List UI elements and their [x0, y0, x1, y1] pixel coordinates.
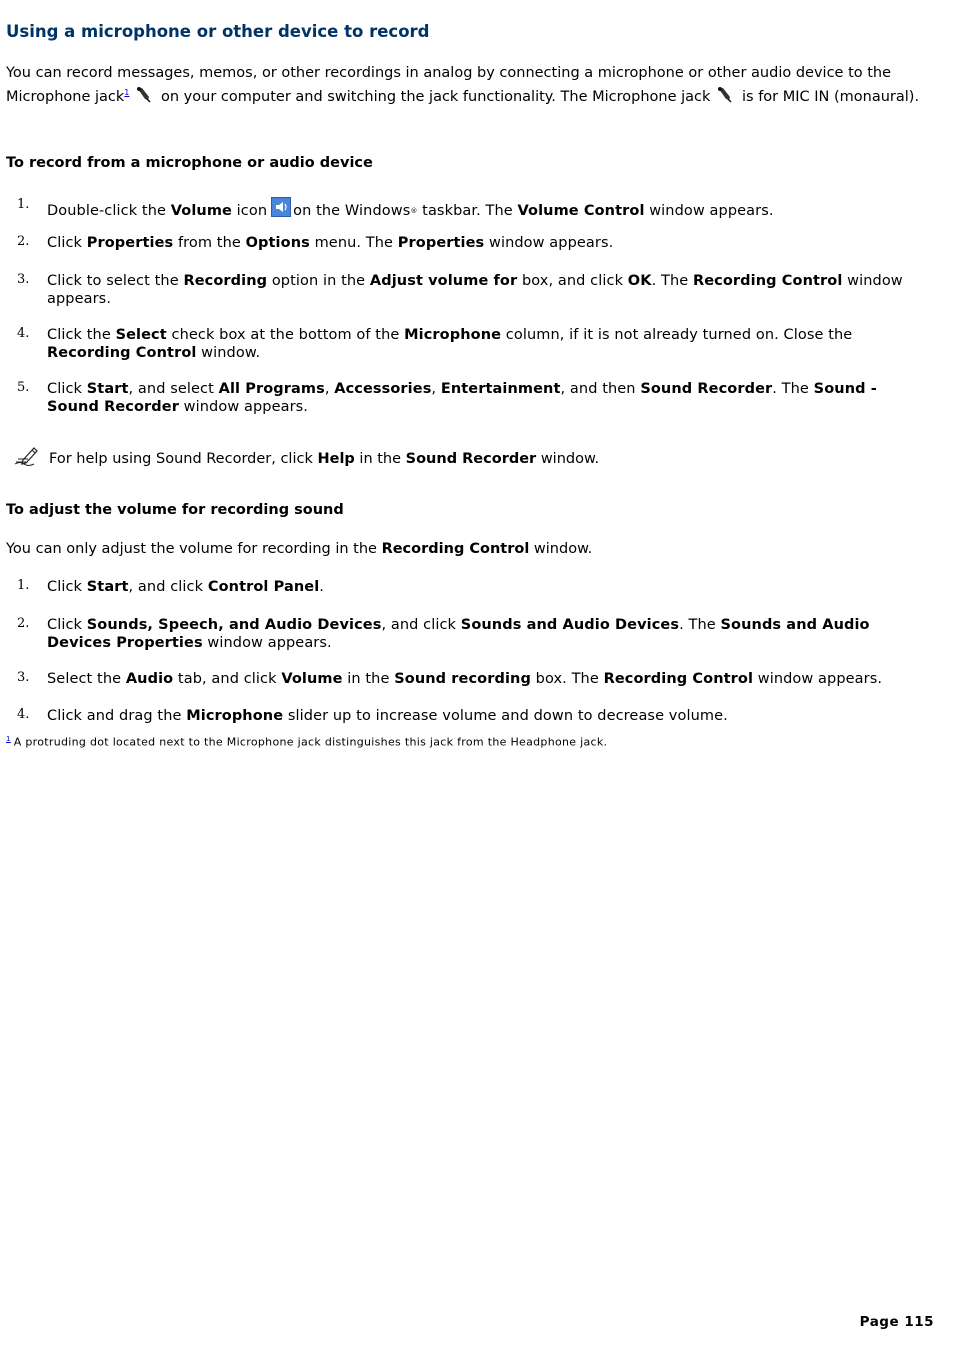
microphone-jack-icon [716, 86, 734, 104]
footnote-mark-link[interactable]: 1 [6, 735, 11, 743]
note-pencil-icon [14, 446, 40, 466]
footnote-ref-link[interactable]: 1 [124, 88, 130, 97]
section-heading-record: To record from a microphone or audio device [6, 155, 373, 171]
volume-icon [271, 197, 291, 217]
microphone-jack-icon [135, 86, 153, 104]
intro-paragraph: You can record messages, memos, or other recordings in analog by connecting a microphone or other audio device to the Microphone jack$^1$ on your computer and switching the jack functionality. The Microphone jack is for MIC IN (monaural). [6, 65, 920, 105]
section2-paragraph: You can only adjust the volume for recording in the Recording Control window. [6, 541, 593, 557]
page-title: Using a microphone or other device to record [6, 22, 430, 41]
footnote: $^1$ A protruding dot located next to the Microphone jack distinguishes this jack from the Headphone jack. [6, 735, 608, 749]
page-number: Page 115 [859, 1314, 934, 1330]
section-heading-adjust: To adjust the volume for recording sound [6, 502, 344, 518]
